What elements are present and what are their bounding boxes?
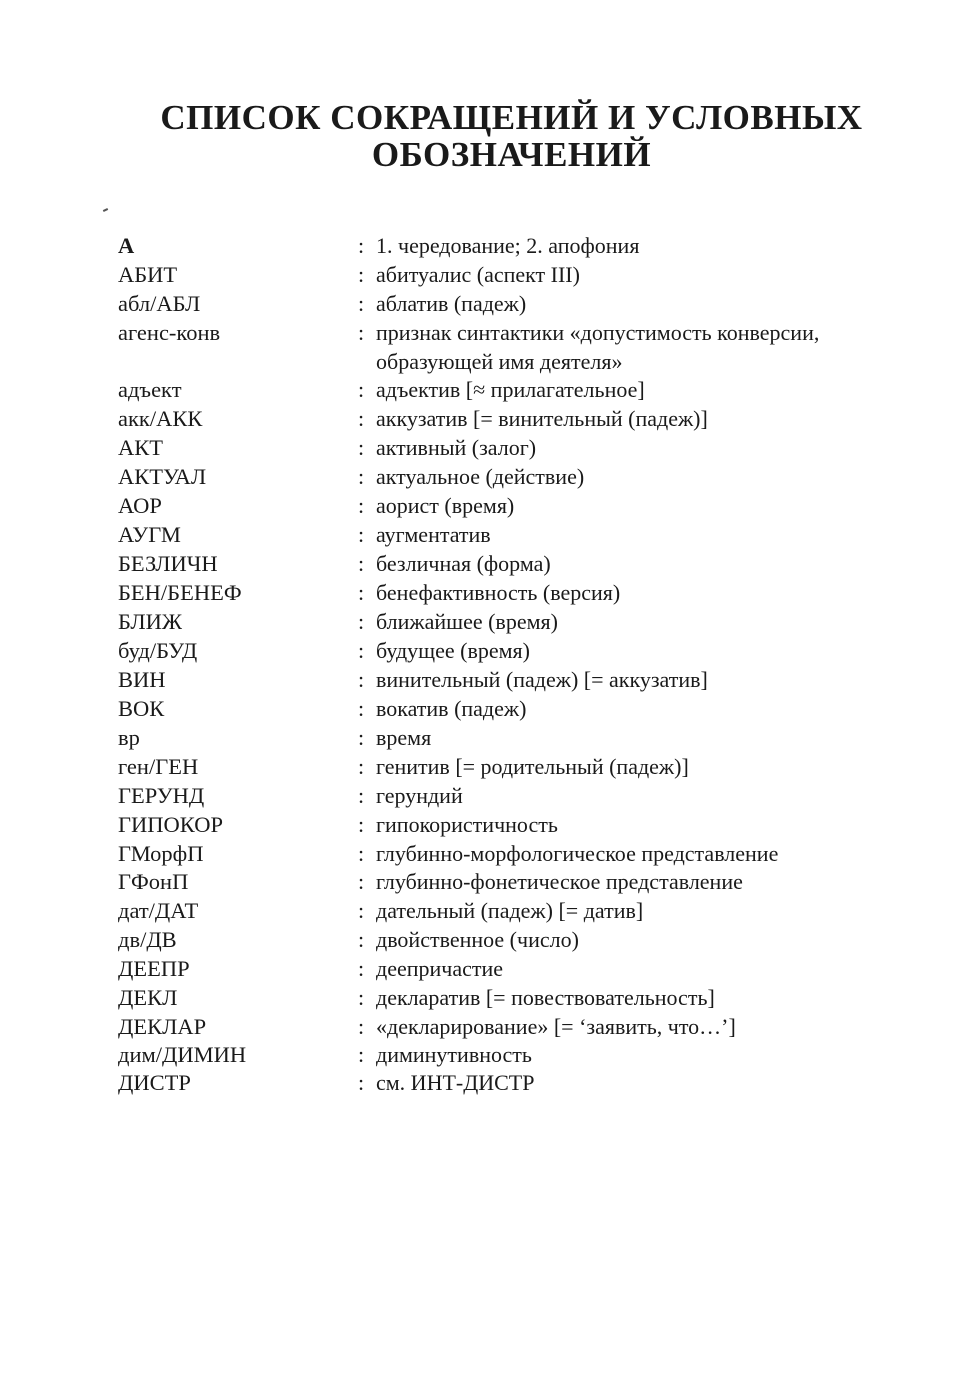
abbreviation: АОР (118, 493, 162, 518)
separator: : (358, 1070, 365, 1095)
abbreviation: ВИН (118, 667, 166, 692)
definition: декларатив [= повествовательность] (376, 985, 715, 1010)
separator: : (358, 493, 365, 518)
definition: «декларирование» [= ‘заявить, что…’] (376, 1014, 736, 1039)
separator: : (358, 812, 365, 837)
separator: : (358, 551, 365, 576)
separator: : (358, 667, 365, 692)
abbreviation: ГМорфП (118, 841, 204, 866)
definition: гипокористичность (376, 812, 558, 837)
definition: аккузатив [= винительный (падеж)] (376, 406, 708, 431)
separator: : (358, 377, 365, 402)
separator: : (358, 609, 365, 634)
page-title-line-1: СПИСОК СОКРАЩЕНИЙ И УСЛОВНЫХ (160, 98, 863, 137)
definition: диминутивность (376, 1042, 532, 1067)
abbreviation: буд/БУД (118, 638, 198, 663)
separator: : (358, 898, 365, 923)
page-title-line-2: ОБОЗНАЧЕНИЙ (371, 135, 652, 174)
separator: : (358, 783, 365, 808)
separator: : (358, 725, 365, 750)
definition: безличная (форма) (376, 551, 551, 576)
separator: : (358, 320, 365, 345)
abbreviation: ВОК (118, 696, 165, 721)
abbreviation: БЛИЖ (118, 609, 183, 634)
definition: герундий (376, 783, 463, 808)
definition: дательный (падеж) [= датив] (376, 898, 644, 923)
separator: : (358, 233, 365, 258)
abbreviation: ГЕРУНД (118, 783, 205, 808)
separator: : (358, 841, 365, 866)
separator: : (358, 291, 365, 316)
definition: активный (залог) (376, 435, 537, 460)
abbreviation: адъект (118, 377, 182, 402)
definition: признак синтактики «допустимость конверсии, образующей имя деятеля» (376, 320, 820, 374)
abbreviation: дим/ДИМИН (118, 1042, 247, 1067)
definition: аблатив (падеж) (376, 291, 527, 316)
separator: : (358, 262, 365, 287)
separator: : (358, 927, 365, 952)
definition: аорист (время) (376, 493, 515, 518)
separator: : (358, 406, 365, 431)
definition: вокатив (падеж) (376, 696, 527, 721)
abbreviation: АКТУАЛ (118, 464, 207, 489)
separator: : (358, 580, 365, 605)
abbreviation: ДЕКЛ (118, 985, 178, 1010)
separator: : (358, 754, 365, 779)
definition: глубинно-морфологическое представление (376, 841, 779, 866)
separator: : (358, 956, 365, 981)
abbreviation: ДЕЕПР (118, 956, 190, 981)
separator: : (358, 1042, 365, 1067)
definition: бенефактивность (версия) (376, 580, 621, 605)
abbreviation: дв/ДВ (118, 927, 177, 952)
abbreviation: ген/ГЕН (118, 754, 199, 779)
abbreviation: АУГМ (118, 522, 181, 547)
abbreviation: ГИПОКОР (118, 812, 223, 837)
abbreviation: БЕН/БЕНЕФ (118, 580, 242, 605)
separator: : (358, 435, 365, 460)
definition: время (376, 725, 432, 750)
abbreviation: ДИСТР (118, 1070, 191, 1095)
separator: : (358, 638, 365, 663)
abbreviation: акк/АКК (118, 406, 203, 431)
abbreviation: ГФонП (118, 869, 189, 894)
stray-ink-mark (103, 208, 108, 212)
definition: см. ИНТ-ДИСТР (376, 1070, 535, 1095)
definition: винительный (падеж) [= аккузатив] (376, 667, 708, 692)
abbreviation: дат/ДАТ (118, 898, 199, 923)
separator: : (358, 869, 365, 894)
separator: : (358, 522, 365, 547)
abbreviation: АКТ (118, 435, 163, 460)
abbreviation: агенс-конв (118, 320, 221, 345)
definition: ближайшее (время) (376, 609, 558, 634)
definition: адъектив [≈ прилагательное] (376, 377, 645, 402)
definition: двойственное (число) (376, 927, 579, 952)
abbreviation: ДЕКЛАР (118, 1014, 207, 1039)
abbreviation: А (118, 233, 135, 258)
separator: : (358, 1014, 365, 1039)
definition: актуальное (действие) (376, 464, 585, 489)
definition: 1. чередование; 2. апофония (376, 233, 640, 258)
separator: : (358, 696, 365, 721)
abbreviation: вр (118, 725, 140, 750)
definition: будущее (время) (376, 638, 530, 663)
separator: : (358, 464, 365, 489)
definition: деепричастие (376, 956, 504, 981)
definition: генитив [= родительный (падеж)] (376, 754, 689, 779)
abbreviation: абл/АБЛ (118, 291, 201, 316)
definition: абитуалис (аспект III) (376, 262, 580, 287)
separator: : (358, 985, 365, 1010)
abbreviation: АБИТ (118, 262, 178, 287)
definition: глубинно-фонетическое представление (376, 869, 743, 894)
abbreviation: БЕЗЛИЧН (118, 551, 218, 576)
definition: аугментатив (376, 522, 491, 547)
